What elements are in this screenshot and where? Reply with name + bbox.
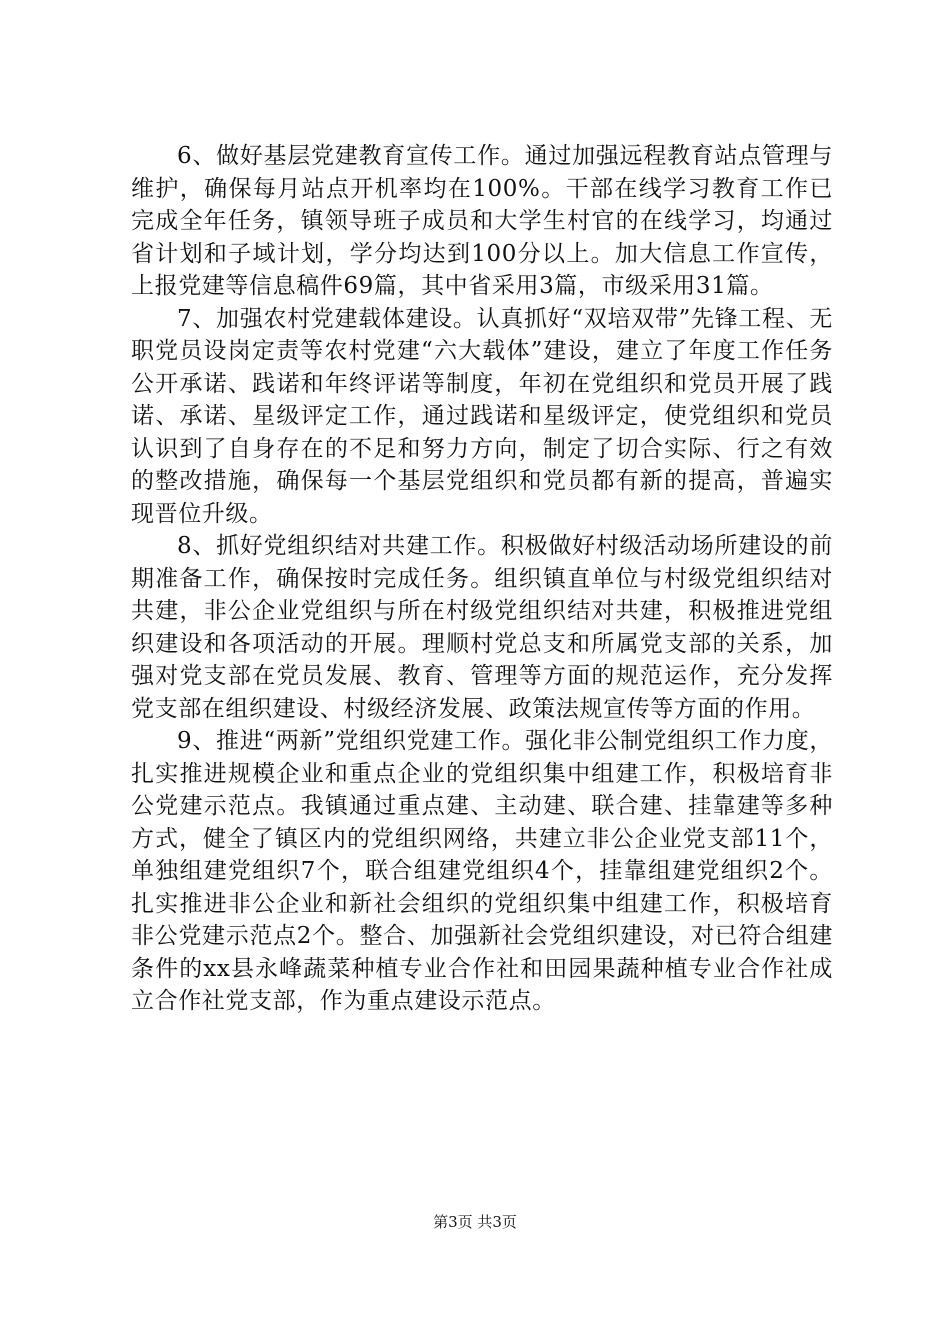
paragraph-6: 6、做好基层党建教育宣传工作。通过加强远程教育站点管理与维护，确保每月站点开机率均在100%。干部在线学习教育工作已完成全年任务，镇领导班子成员和大学生村官的在线学习，均通过省计划和子域计划，学分均达到100分以上。加大信息工作宣传，上报党建等信息稿件69篇，其中省采用3篇，市级采用31篇。 (131, 143, 833, 299)
paragraph-9: 9、推进“两新”党组织党建工作。强化非公制党组织工作力度，扎实推进规模企业和重点企业的党组织集中组建工作，积极培育非公党建示范点。我镇通过重点建、主动建、联合建、挂靠建等多种方式，健全了镇区内的党组织网络，共建立非公企业党支部11个，单独组建党组织7个，联合组建党组织4个，挂靠组建党组织2个。扎实推进非公企业和新社会组织的党组织集中组建工作，积极培育非公党建示范点2个。整合、加强新社会党组织建设，对已符合组建条件的xx县永峰蔬菜种植专业合作社和田园果蔬种植专业合作社成立合作社党支部，作为重点建设示范点。 (131, 728, 833, 1014)
document-body (131, 140, 833, 1018)
paragraph-8: 8、抓好党组织结对共建工作。积极做好村级活动场所建设的前期准备工作，确保按时完成任务。组织镇直单位与村级党组织结对共建，非公企业党组织与所在村级党组织结对共建，积极推进党组织建设和各项活动的开展。理顺村党总支和所属党支部的关系，加强对党支部在党员发展、教育、管理等方面的规范运作，充分发挥党支部在组织建设、村级经济发展、政策法规宣传等方面的作用。 (131, 533, 833, 722)
paragraph-7: 7、加强农村党建载体建设。认真抓好“双培双带”先锋工程、无职党员设岗定责等农村党建“六大载体”建设，建立了年度工作任务公开承诺、践诺和年终评诺等制度，年初在党组织和党员开展了践诺、承诺、星级评定工作，通过践诺和星级评定，使党组织和党员认识到了自身存在的不足和努力方向，制定了切合实际、行之有效的整改措施，确保每一个基层党组织和党员都有新的提高，普遍实现晋位升级。 (131, 305, 833, 527)
page-number-footer: 第3页 共3页 (433, 1213, 517, 1231)
